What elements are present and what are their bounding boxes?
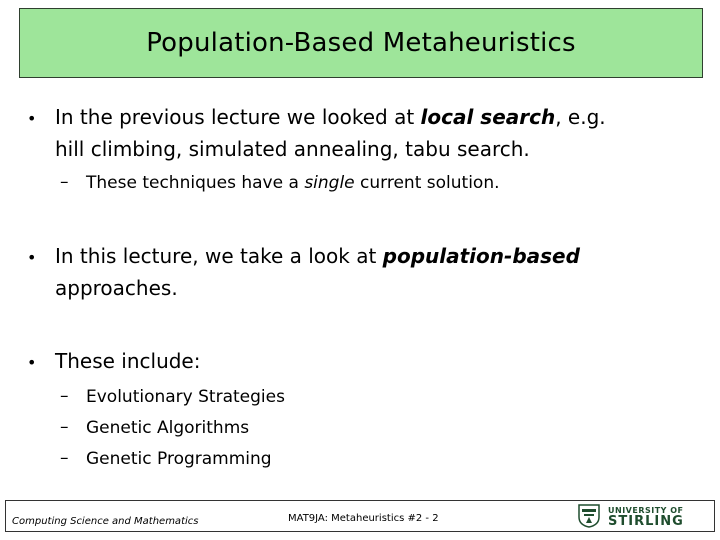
sub-1-text-post: current solution. — [354, 173, 500, 193]
sub-bullet-dash: – — [60, 448, 69, 468]
footer-department: Computing Science and Mathematics — [12, 516, 199, 527]
sub-1-text-pre: These techniques have a — [86, 173, 305, 193]
sub-1-emphasis: single — [304, 173, 355, 193]
bullet-1-text-post: , e.g. — [555, 105, 606, 129]
university-logo — [578, 504, 710, 530]
bullet-3-sub-3: Genetic Programming — [86, 449, 272, 469]
bullet-2-emphasis: population-based — [382, 244, 580, 268]
bullet-1-line-2: hill climbing, simulated annealing, tabu search. — [55, 137, 530, 161]
bullet-marker: • — [27, 353, 37, 372]
sub-bullet-dash: – — [60, 386, 69, 406]
slide-title: Population-Based Metaheuristics — [146, 28, 576, 58]
bullet-1-line-1 — [55, 103, 606, 131]
sub-bullet-dash: – — [60, 172, 69, 192]
crest-icon — [578, 504, 600, 528]
logo-university-of: UNIVERSITY OF — [608, 506, 684, 515]
logo-stirling: STIRLING — [608, 514, 684, 529]
bullet-1-emphasis: local search — [420, 105, 556, 129]
bullet-2-line-1 — [55, 242, 580, 270]
bullet-3-line-1: These include: — [55, 349, 201, 373]
bullet-marker: • — [27, 109, 37, 128]
footer — [5, 500, 715, 532]
bullet-1-sub-1 — [86, 172, 500, 194]
bullet-3-sub-1: Evolutionary Strategies — [86, 387, 285, 407]
bullet-marker: • — [27, 248, 37, 267]
bullet-3-sub-2: Genetic Algorithms — [86, 418, 250, 438]
title-banner — [19, 8, 703, 78]
bullet-2-line-2: approaches. — [55, 276, 178, 300]
sub-bullet-dash: – — [60, 417, 69, 437]
bullet-1-text-pre: In the previous lecture we looked at — [55, 105, 421, 129]
bullet-2-text-pre: In this lecture, we take a look at — [55, 244, 383, 268]
footer-course: MAT9JA: Metaheuristics #2 - 2 — [288, 513, 439, 524]
